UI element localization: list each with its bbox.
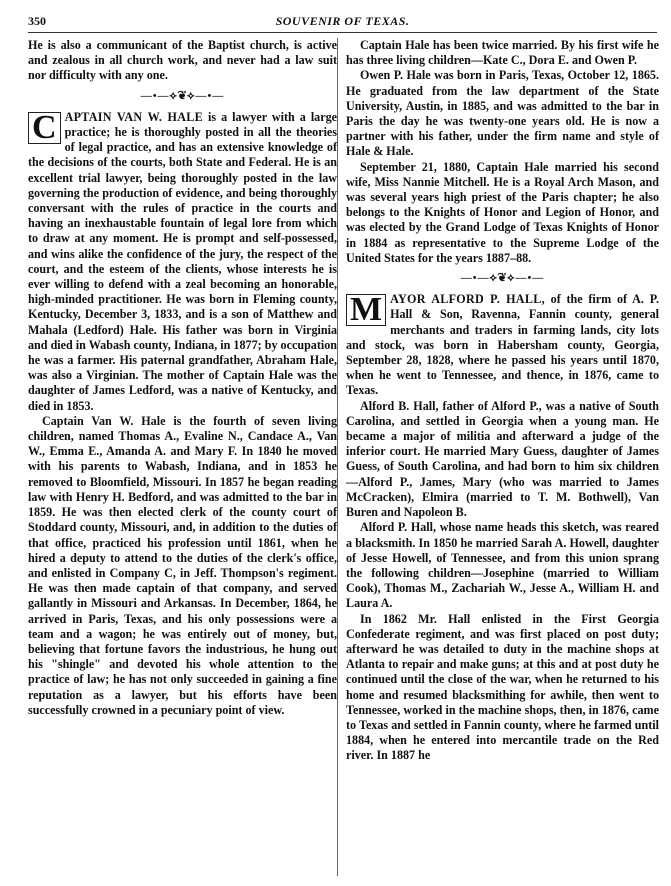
paragraph-text: is a lawyer with a large practice; he is thoroughly posted in all the theories of legal practice, and has an extensive knowledge of the decisions of the courts, both State and Federal. He is an excellent trial lawyer, being thoroughly posted in the law governing the production of evidence, and being thoroughly conversant with the rules of practice in the courts and having an inexhaustable fountain of legal lore from which to draw at any moment. He is prompt and self-possessed, and wins alike the confidence of the jury, the respect of the court, and the esteem of the clients, whose interests he is ever willing to defend with a zeal becoming an honorable, high-minded practitioner. He was born in Fleming county, Kentucky, December 3, 1833, and is a son of Matthew and Mahala (Ledford) Hale. His father was born in Virginia and died in Wabash county, Indiana, in 1877; by occupation he was a farmer. His paternal grandfather, Abraham Hale, was also a Virginian. The mother of Captain Hale was the daughter of James Ledford, was a native of Kentucky, and died in 1853. <box>28 109 338 413</box>
paragraph: Captain Van W. Hale is the fourth of seven living children, named Thomas A., Evaline N., Candace A., Van W., Emma E., Amanda A. and Mary F. In 1840 he moved with his parents to Wabash, Indiana, and in 1853 he removed to Bloomfield, Missouri. In 1857 he began reading law with Henry H. Bedford, and was admitted to the bar in 1859. He was then elected clerk of the county court of Stoddard county, Missouri, and, in addition to the duties of that office, practiced his profession until 1861, when he hired a deputy to attend to the duties of the clerk's office, and enlisted in Company C, in Jeff. Thompson's regiment. He was then made captain of that company, and served gallantly in Missouri and Arkansas. In December, 1864, he arrived in Paris, Texas, and his only possessions were a team and a wagon; he was entirely out of money, but, believing that fortune favors the industrious, he hung out his "shingle" and devoted his whole attention to the practice of law; he has not only succeeded in gaining a fine reputation as a lawyer, but his efforts have been successfully crowned in a pecuniary point of view. <box>28 413 337 717</box>
paragraph: September 21, 1880, Captain Hale married his second wife, Miss Nannie Mitchell. He is a Royal Arch Mason, and was several years high priest of the Paris chapter; he also belongs to the Knights of Honor and Legion of Honor, and was elected by the Grand Lodge of Texas Knights of Honor in 1884 as representative to the Supreme Lodge of the United States for the years 1887–88. <box>346 159 659 265</box>
page-number: 350 <box>28 14 46 28</box>
ornament-divider: —•—⟡❦⟡—•— <box>140 89 225 102</box>
biography-heading: APTAIN VAN W. HALE <box>64 109 203 124</box>
paragraph: Alford B. Hall, father of Alford P., was a native of South Carolina, and settled in Georgia when a young man. He became a major of militia and afterward a judge of the inferior court. He married Mary Guess, daughter of James Guess, of South Carolina, and had born to him six children—Alford P., James, Mary (who was married to James McCracken), Elmira (married to T. M. Bothwell), Van Buren and Napoleon B. <box>346 398 659 520</box>
page-header <box>28 14 657 30</box>
column-divider <box>337 38 338 876</box>
paragraph: Owen P. Hale was born in Paris, Texas, October 12, 1865. He graduated from the law department of the State University, Austin, in 1885, and was admitted to the bar in Paris the day he was twenty-one years old. He is now a partner with his father, under the firm name and style of Hale & Hale. <box>346 68 659 159</box>
paragraph-text: of the firm of A. P. Hall & Son, Ravenna, Fannin county, general merchants and traders in farming lands, city lots and stock, was born in Habersham county, Georgia, September 28, 1828, where he passed his years until 1870, when he went to Tennessee, and thence, in 1876, came to Texas. <box>346 292 659 398</box>
paragraph: In 1862 Mr. Hall enlisted in the First Georgia Confederate regiment, and was first placed on post duty; afterward he was detailed to duty in the machine shops at Atlanta to repair and make guns; at this and at post duty he continued until the close of the war, when he returned to his home and resumed blacksmithing for awhile, then went to Tennessee, worked in the machine shops, then, in 1876, came to Texas and settled in Fannin county, where he farmed until 1884, when he entered into mercantile trade on the Red river. In 1887 he <box>346 611 659 763</box>
paragraph: He is also a communicant of the Baptist church, is active and zealous in all church work, and never had a law suit nor difficulty with any one. <box>28 38 337 83</box>
running-title: SOUVENIR OF TEXAS. <box>275 14 410 28</box>
drop-cap: M <box>346 294 386 326</box>
hall-biography-intro <box>346 292 659 398</box>
hale-biography-intro <box>28 110 337 414</box>
drop-cap: C <box>28 112 61 144</box>
header-rule <box>28 32 657 33</box>
paragraph: Alford P. Hall, whose name heads this sketch, was reared a blacksmith. In 1850 he married Sarah A. Howell, daughter of Jesse Howell, of Tennessee, and from this union sprang the following children—Josephine (married to William Cook), Thomas M., Zachariah W., Jesse A., William H. and Laura A. <box>346 520 659 611</box>
right-column <box>346 38 659 764</box>
left-column <box>28 38 337 718</box>
paragraph: Captain Hale has been twice married. By his first wife he has three living children—Kate C., Dora E. and Owen P. <box>346 38 659 68</box>
biography-heading: AYOR ALFORD P. HALL, <box>390 292 545 307</box>
ornament-divider: —•—⟡❦⟡—•— <box>460 272 545 285</box>
